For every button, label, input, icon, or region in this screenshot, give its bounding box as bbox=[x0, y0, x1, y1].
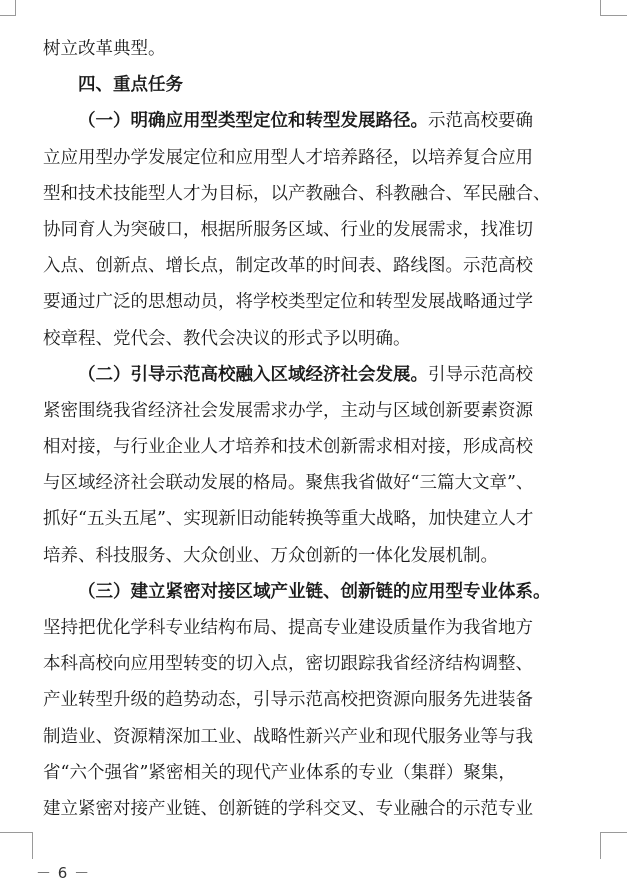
item-3-first-line bbox=[43, 574, 603, 610]
text-line: 制造业、资源精深加工业、战略性新兴产业和现代服务业等与我 bbox=[43, 726, 533, 747]
text-line: 省“六个强省”紧密相关的现代产业体系的专业（集群）聚集， bbox=[43, 762, 516, 783]
text-line: 入点、创新点、增长点，制定改革的时间表、路线图。示范高校 bbox=[43, 256, 533, 277]
text-line: 相对接，与行业企业人才培养和技术创新需求相对接，形成高校 bbox=[43, 437, 533, 458]
text-line: 建立紧密对接产业链、创新链的学科交叉、专业融合的示范专业 bbox=[43, 798, 533, 819]
text-line: 培养、科技服务、大众创业、万众创新的一体化发展机制。 bbox=[43, 545, 498, 566]
crop-mark-bottom-left bbox=[0, 832, 33, 859]
item-1-first-line bbox=[43, 103, 603, 139]
text-line: 型和技术技能型人才为目标，以产教融合、科教融合、军民融合、 bbox=[43, 183, 551, 204]
page-number: － 6 － bbox=[36, 864, 91, 882]
section-heading: 四、重点任务 bbox=[78, 75, 183, 96]
text-line: 立应用型办学发展定位和应用型人才培养路径，以培养复合应用 bbox=[43, 147, 533, 168]
text-line: 产业转型升级的趋势动态，引导示范高校把资源向服务先进装备 bbox=[43, 690, 533, 711]
crop-mark-top-left bbox=[0, 0, 16, 16]
text-line: 要通过广泛的思想动员，将学校类型定位和转型发展战略通过学 bbox=[43, 292, 533, 313]
item-3-lead: （三）建立紧密对接区域产业链、创新链的应用型专业体系。 bbox=[78, 581, 551, 602]
crop-mark-top-right bbox=[600, 0, 627, 16]
text-line: 协同育人为突破口，根据所服务区域、行业的发展需求，找准切 bbox=[43, 219, 533, 240]
text-line: 树立改革典型。 bbox=[43, 39, 166, 59]
item-1-lead: （一）明确应用型类型定位和转型发展路径。 bbox=[78, 111, 428, 132]
text-line: 校章程、党代会、教代会决议的形式予以明确。 bbox=[43, 328, 411, 349]
text-line: 紧密围绕我省经济社会发展需求办学，主动与区域创新要素资源 bbox=[43, 400, 533, 421]
item-2-rest: 引导示范高校 bbox=[428, 364, 533, 385]
crop-mark-bottom-right bbox=[600, 832, 627, 859]
item-2-first-line bbox=[43, 357, 603, 393]
item-2-lead: （二）引导示范高校融入区域经济社会发展。 bbox=[78, 364, 428, 385]
document-body bbox=[43, 31, 603, 827]
text-line: 抓好“五头五尾”、实现新旧动能转换等重大战略，加快建立人才 bbox=[43, 509, 534, 530]
item-1-rest: 示范高校要确 bbox=[428, 111, 533, 132]
text-line: 本科高校向应用型转变的切入点，密切跟踪我省经济结构调整、 bbox=[43, 654, 533, 675]
text-line: 坚持把优化学科专业结构布局、提高专业建设质量作为我省地方 bbox=[43, 618, 533, 638]
text-line: 与区域经济社会联动发展的格局。聚焦我省做好“三篇大文章”、 bbox=[43, 473, 534, 494]
